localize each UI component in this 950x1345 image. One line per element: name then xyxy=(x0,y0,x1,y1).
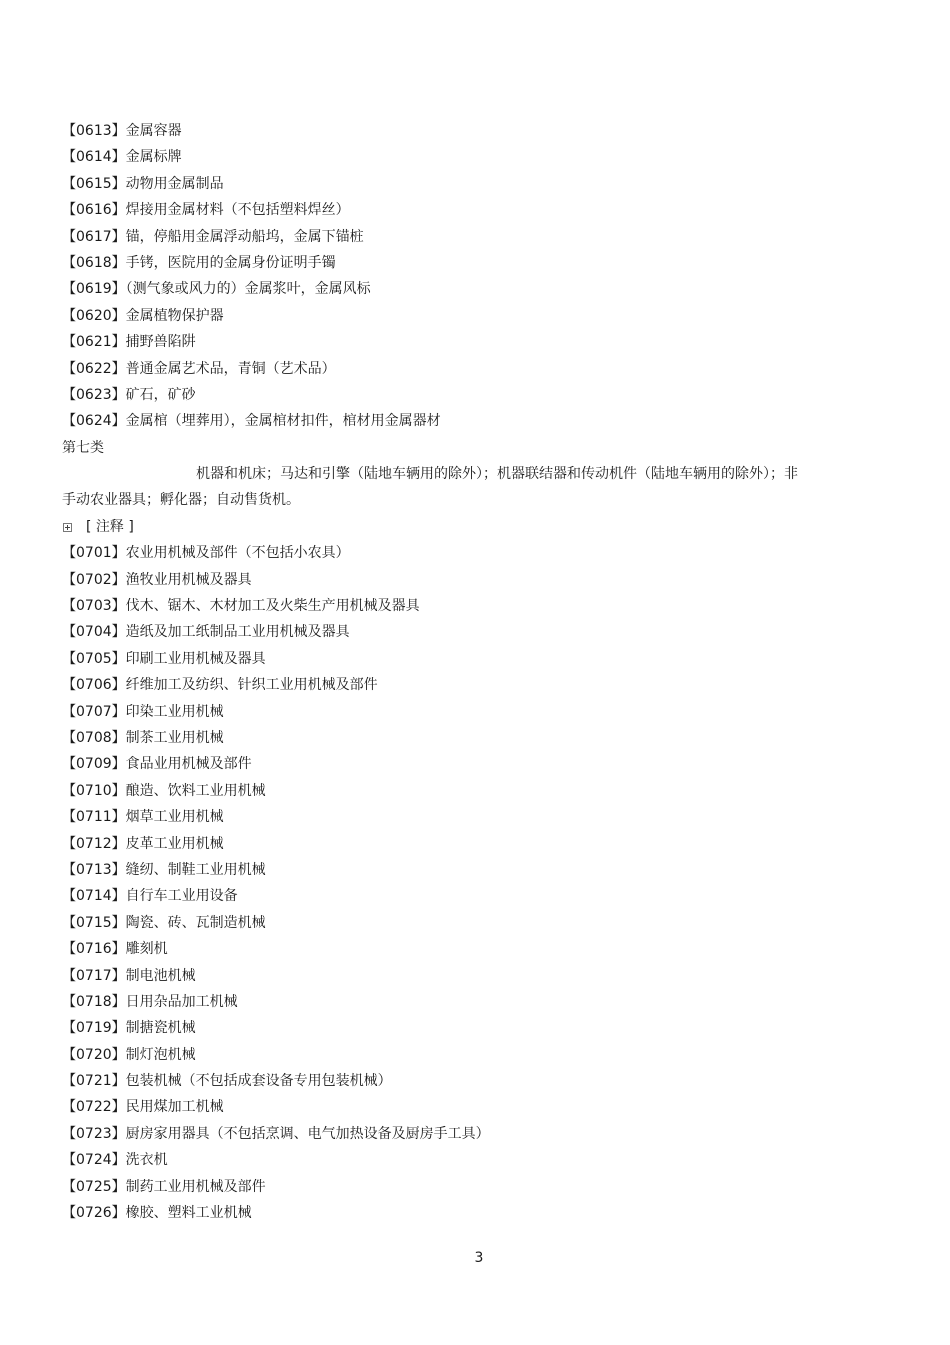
list-item: 【0615】动物用金属制品 xyxy=(62,175,224,192)
list-item: 【0713】缝纫、制鞋工业用机械 xyxy=(62,861,266,878)
list-item: 【0624】金属棺（埋葬用），金属棺材扣件，棺材用金属器材 xyxy=(62,413,441,430)
list-item: 【0722】民用煤加工机械 xyxy=(62,1099,224,1116)
expand-plus-icon[interactable] xyxy=(63,523,72,532)
list-item: 【0704】造纸及加工纸制品工业用机械及器具 xyxy=(62,624,350,641)
list-item: 【0715】陶瓷、砖、瓦制造机械 xyxy=(62,914,266,931)
list-item: 【0707】印染工业用机械 xyxy=(62,703,224,720)
document-body xyxy=(62,118,842,1226)
list-item: 【0724】洗衣机 xyxy=(62,1152,168,1169)
list-item: 【0718】日用杂品加工机械 xyxy=(62,993,238,1010)
note-toggle[interactable] xyxy=(62,514,842,540)
list-item: 【0714】自行车工业用设备 xyxy=(62,888,238,905)
list-item: 【0617】锚，停船用金属浮动船坞，金属下锚桩 xyxy=(62,228,364,245)
class-description xyxy=(62,461,802,514)
list-item: 【0726】橡胶、塑料工业机械 xyxy=(62,1205,252,1222)
list-item: 【0720】制灯泡机械 xyxy=(62,1046,196,1063)
class6-list xyxy=(62,118,842,435)
list-item: 【0702】渔牧业用机械及器具 xyxy=(62,571,252,588)
list-item: 【0716】雕刻机 xyxy=(62,941,168,958)
list-item: 【0701】农业用机械及部件（不包括小农具） xyxy=(62,545,350,562)
list-item: 【0725】制药工业用机械及部件 xyxy=(62,1178,266,1195)
list-item: 【0618】手铐，医院用的金属身份证明手镯 xyxy=(62,254,336,271)
list-item: 【0620】金属植物保护器 xyxy=(62,307,224,324)
list-item: 【0705】印刷工业用机械及器具 xyxy=(62,650,266,667)
list-item: 【0712】皮革工业用机械 xyxy=(62,835,224,852)
list-item: 【0621】捕野兽陷阱 xyxy=(62,334,196,351)
list-item: 【0614】金属标牌 xyxy=(62,149,182,166)
list-item: 【0708】制茶工业用机械 xyxy=(62,730,224,747)
list-item: 【0623】矿石，矿砂 xyxy=(62,386,196,403)
list-item: 【0622】普通金属艺术品，青铜（艺术品） xyxy=(62,360,336,377)
class7-list xyxy=(62,540,842,1226)
list-item: 【0709】食品业用机械及部件 xyxy=(62,756,252,773)
page-number: 3 xyxy=(474,1250,484,1266)
class-heading: 第七类 xyxy=(62,439,104,456)
list-item: 【0703】伐木、锯木、木材加工及火柴生产用机械及器具 xyxy=(62,598,420,615)
list-item: 【0616】焊接用金属材料（不包括塑料焊丝） xyxy=(62,202,350,219)
list-item: 【0717】制电池机械 xyxy=(62,967,196,984)
class-description-text: 机器和机床；马达和引擎（陆地车辆用的除外）；机器联结器和传动机件（陆地车辆用的除外）；非手动农业器具；孵化器；自动售货机。 xyxy=(62,466,798,509)
list-item: 【0706】纤维加工及纺织、针织工业用机械及部件 xyxy=(62,677,378,694)
list-item: 【0723】厨房家用器具（不包括烹调、电气加热设备及厨房手工具） xyxy=(62,1125,490,1142)
list-item: 【0710】酿造、饮料工业用机械 xyxy=(62,782,266,799)
list-item: 【0619】（测气象或风力的）金属浆叶，金属风标 xyxy=(62,281,371,298)
note-label[interactable]: [ 注释 ] xyxy=(86,518,134,535)
list-item: 【0719】制搪瓷机械 xyxy=(62,1020,196,1037)
list-item: 【0613】金属容器 xyxy=(62,123,182,139)
list-item: 【0711】烟草工业用机械 xyxy=(62,809,224,826)
list-item: 【0721】包装机械（不包括成套设备专用包装机械） xyxy=(62,1073,392,1090)
